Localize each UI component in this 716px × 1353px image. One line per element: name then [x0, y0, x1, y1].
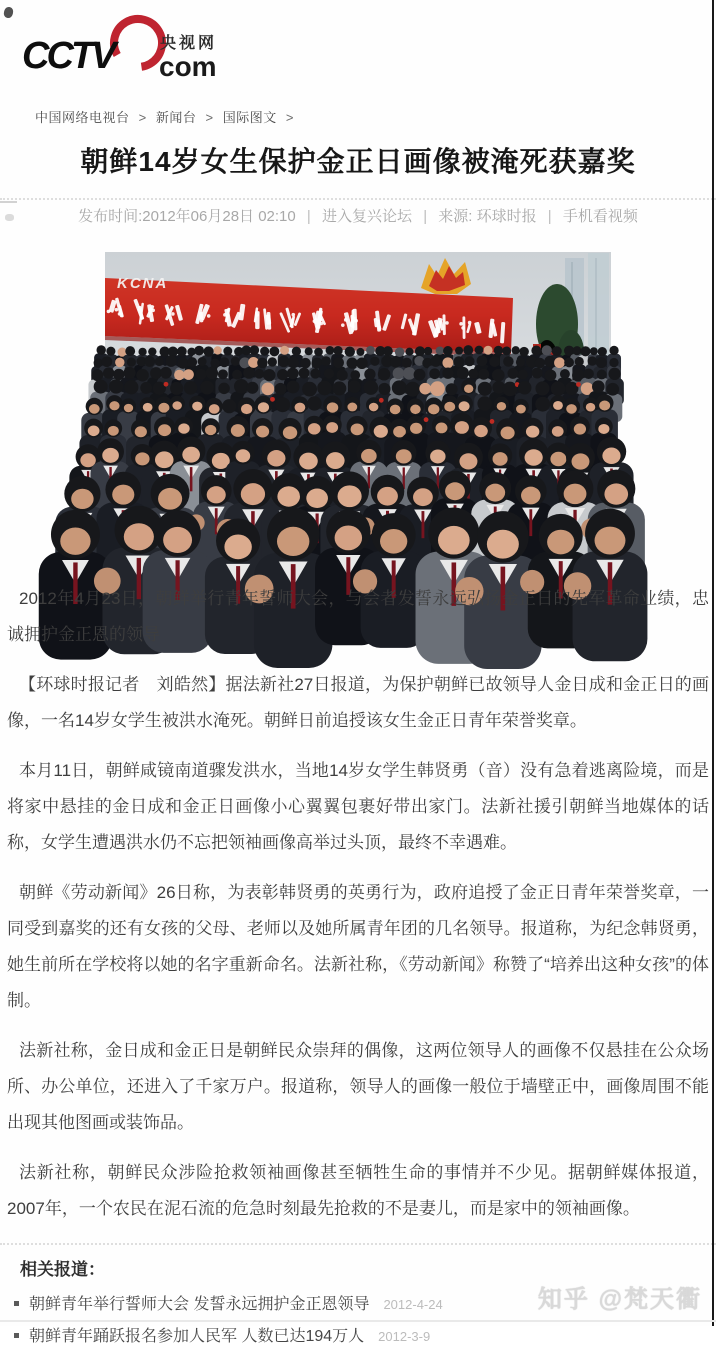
related-link[interactable]: 朝鲜青年举行誓师大会 发誓永远拥护金正恩领导: [29, 1296, 370, 1313]
related-date: 2012-4-24: [383, 1297, 443, 1312]
article-meta: [0, 206, 716, 228]
bullet-icon: [14, 1301, 19, 1306]
paragraph: 本月11日，朝鲜咸镜南道骤发洪水，当地14岁女学生韩贤勇（音）没有急着逃离险境，而是将家中悬挂的金日成和金正日画像小心翼翼包裹好带出家门。法新社援引朝鲜当地媒体的话称，女学生遭遇洪水仍不忘把领袖画像高举过头顶，最终不幸遇难。: [7, 761, 709, 852]
logo-site-name: 央视网: [160, 35, 218, 52]
related-heading: 相关报道：: [20, 1260, 105, 1279]
divider: [0, 1243, 716, 1245]
breadcrumb-separator: >: [205, 110, 214, 125]
scan-artifact-icon: [0, 201, 17, 203]
meta-separator: |: [423, 208, 428, 225]
publish-time: 发布时间:2012年06月28日 02:10: [78, 208, 296, 225]
mobile-video-link[interactable]: 手机看视频: [562, 208, 638, 225]
logo-domain: com: [159, 51, 217, 82]
breadcrumb-separator: >: [285, 110, 294, 125]
related-link[interactable]: 朝鲜青年踊跃报名参加人民军 人数已达194万人: [29, 1328, 365, 1345]
breadcrumb-item-intl-pics[interactable]: 国际图文: [222, 110, 277, 125]
page-edge-line: [712, 0, 714, 1326]
breadcrumb: [35, 107, 716, 126]
related-date: 2012-3-9: [378, 1329, 431, 1344]
bullet-icon: [14, 1333, 19, 1338]
article-photo: [105, 252, 611, 565]
meta-separator: |: [547, 208, 552, 225]
related-item[interactable]: [14, 1321, 716, 1353]
divider: [0, 198, 716, 200]
breadcrumb-separator: >: [138, 110, 147, 125]
breadcrumb-item-news[interactable]: 新闻台: [155, 110, 197, 125]
zhihu-watermark: 知乎 @梵天衢: [537, 1286, 702, 1313]
logo-cctv-text: CCTV: [22, 35, 114, 77]
divider: [0, 1320, 716, 1322]
cctv-logo[interactable]: [22, 16, 234, 80]
kcna-watermark: KCNA: [117, 275, 169, 292]
paragraph: 朝鲜《劳动新闻》26日称，为表彰韩贤勇的英勇行为，政府追授了金正日青年荣誉奖章，一同受到嘉奖的还有女孩的父母、老师以及她所属青年团的几名领导。报道称，为纪念韩贤勇，她生前所在学校将以她的名字重新命名。法新社称，《劳动新闻》称赞了“培养出这种女孩”的体制。: [7, 883, 709, 1010]
site-header: [0, 0, 716, 126]
breadcrumb-item-home[interactable]: 中国网络电视台: [35, 110, 130, 125]
meta-separator: |: [306, 208, 311, 225]
scan-artifact-icon: [5, 214, 14, 221]
article-body: [0, 581, 716, 1227]
paragraph-caption: 2012年4月23日，朝鲜举行青年誓师大会，与会者发誓永远弘扬金正日的先军革命业绩，忠诚拥护金正恩的领导: [7, 589, 709, 644]
paragraph: 法新社称，金日成和金正日是朝鲜民众崇拜的偶像，这两位领导人的画像不仅悬挂在公众场所、办公单位，还进入了千家万户。报道称，领导人的画像一般位于墙壁正中，画像周围不能出现其他图画或装饰品。: [7, 1041, 709, 1132]
paragraph: 法新社称，朝鲜民众涉险抢救领袖画像甚至牺牲生命的事情并不少见。据朝鲜媒体报道，2007年，一个农民在泥石流的危急时刻最先抢救的不是妻儿，而是家中的领袖画像。: [7, 1163, 709, 1218]
source-label: 来源: 环球时报: [438, 208, 537, 225]
paragraph: 【环球时报记者 刘皓然】据法新社27日报道，为保护朝鲜已故领导人金日成和金正日的画像，一名14岁女学生被洪水淹死。朝鲜日前追授该女生金正日青年荣誉奖章。: [7, 675, 709, 730]
article-title: 朝鲜14岁女生保护金正日画像被淹死获嘉奖: [80, 146, 636, 177]
forum-link[interactable]: 进入复兴论坛: [322, 208, 413, 225]
